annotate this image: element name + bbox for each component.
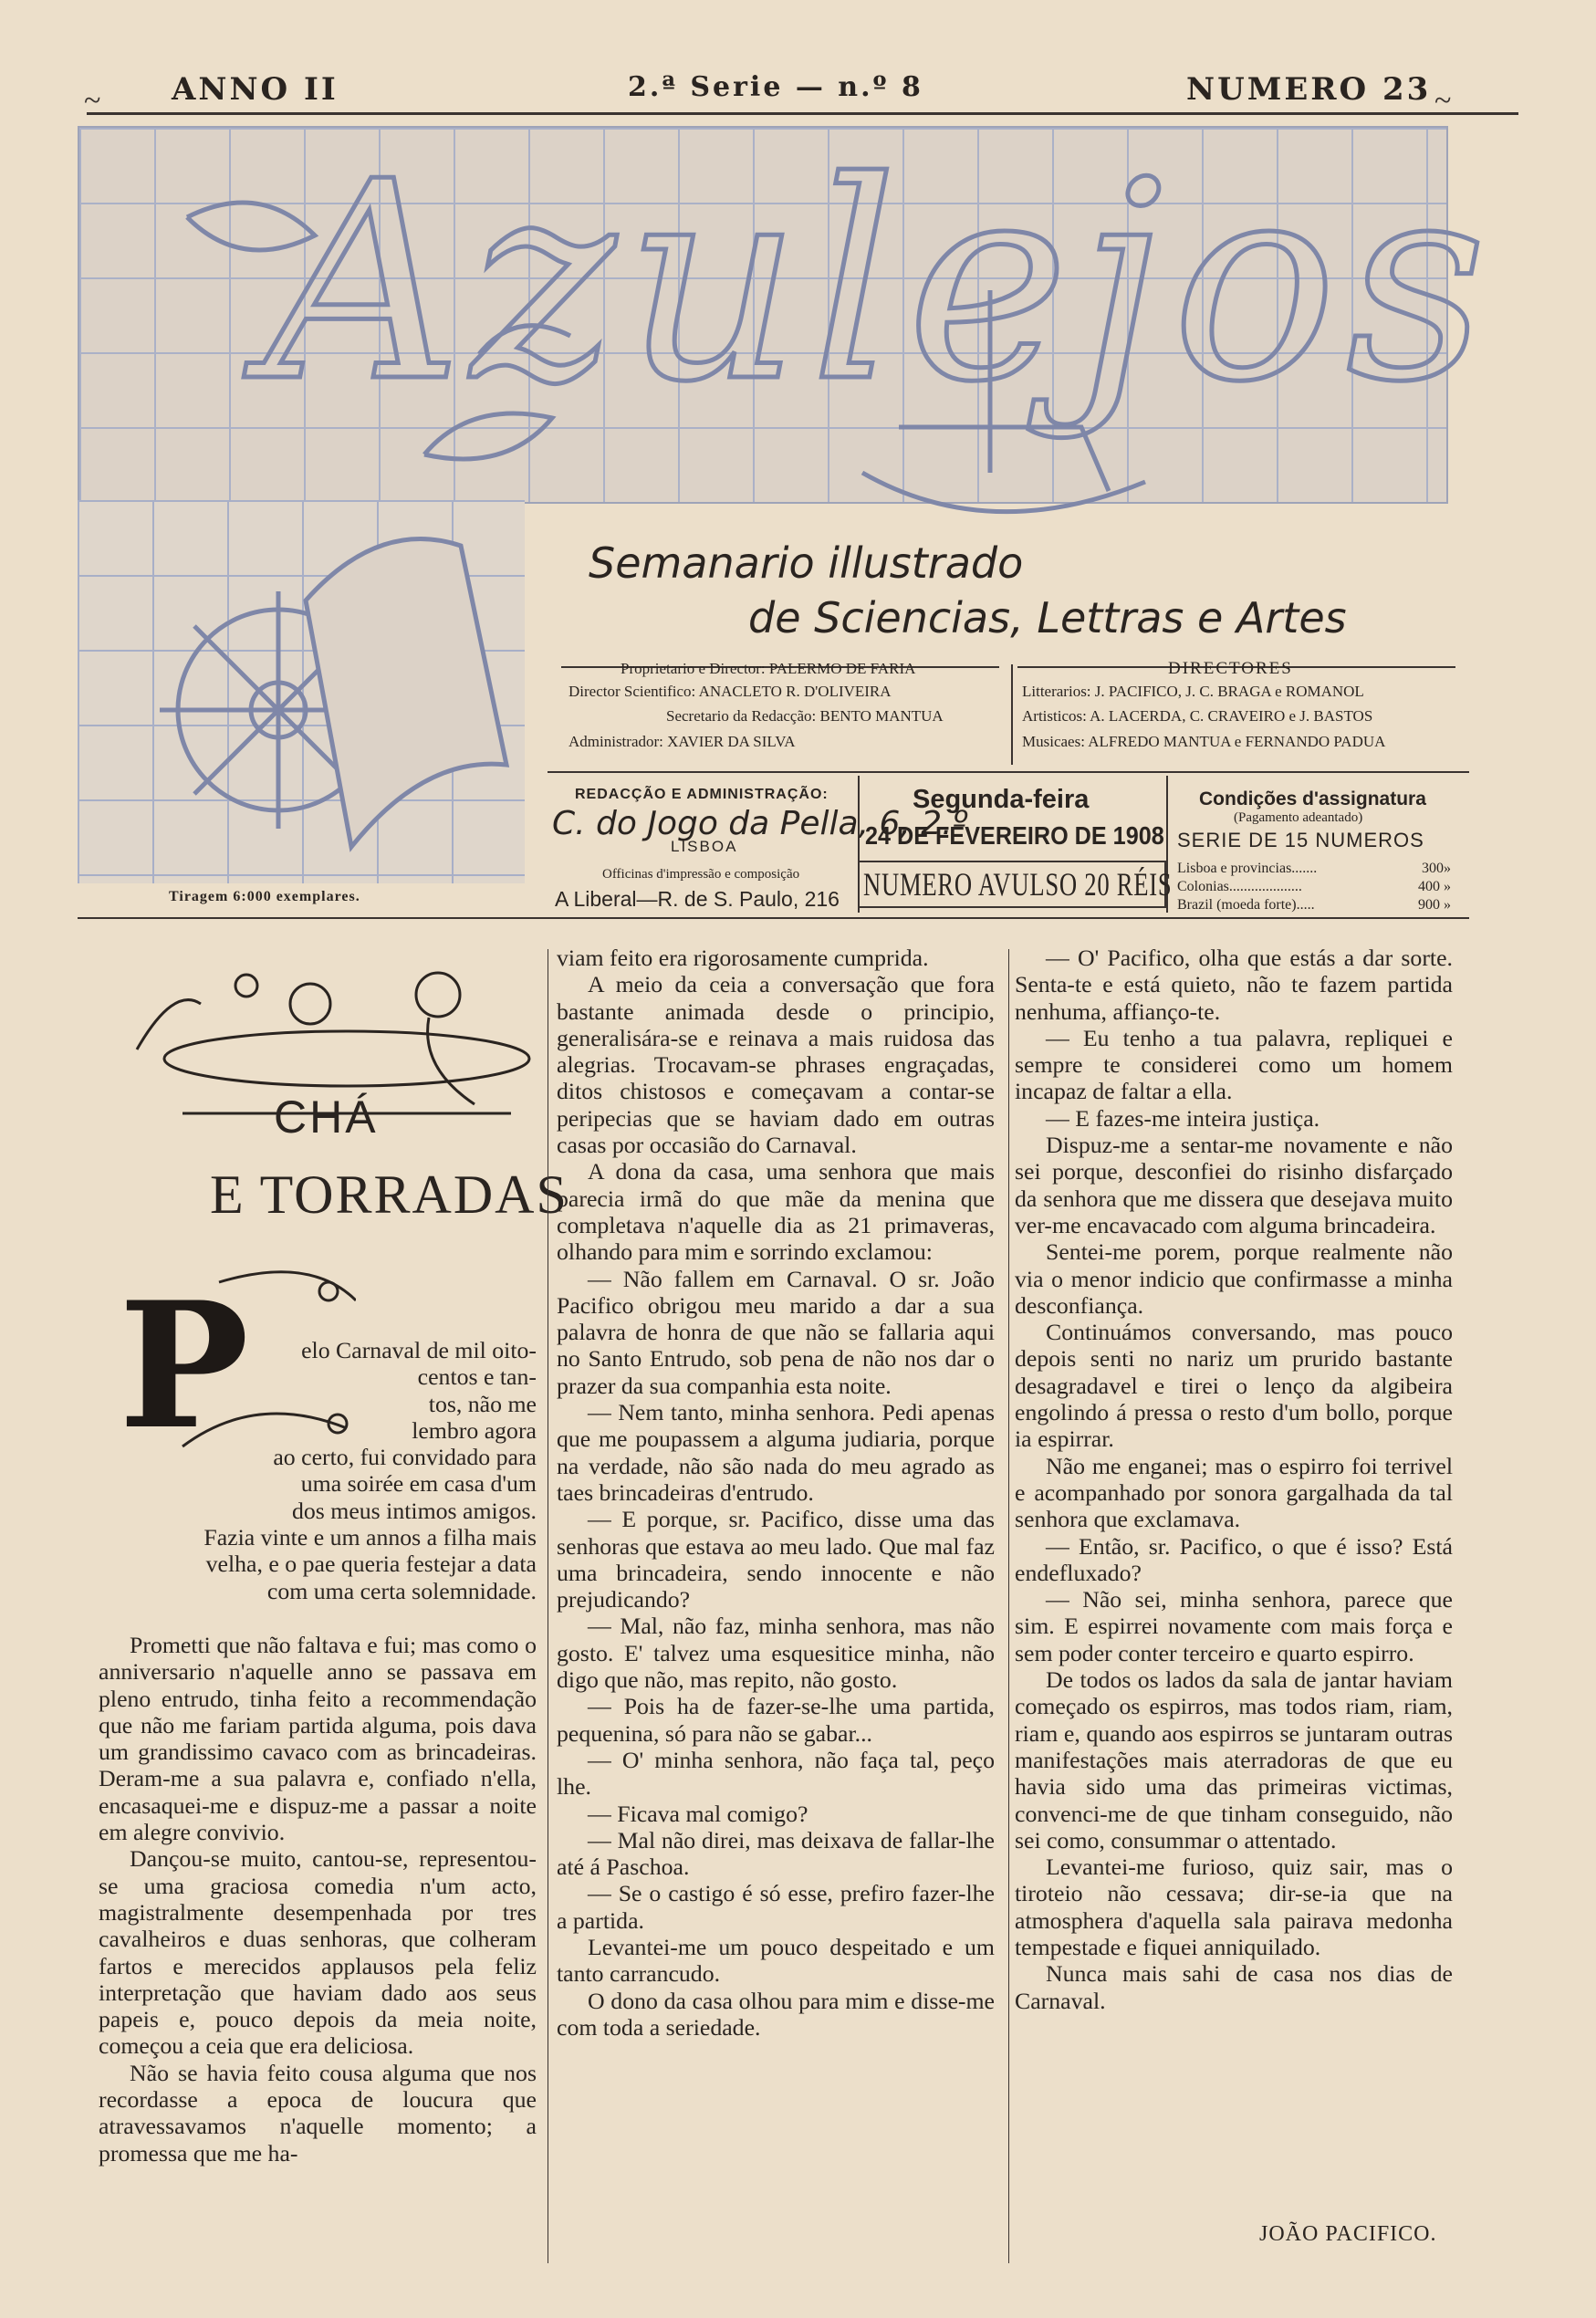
tagline-line1: Semanario illustrado bbox=[589, 538, 1024, 588]
paragraph: Dançou-se muito, cantou-se, representou-se uma graciosa comedia n'um acto, magistralmente desempenhada por tres cavalheiros e duas senhoras, que colheram fartos e merecidos applausos pela feliz interpretação que haviam dado aos seus papeis e, pouco depois da meia noite, começou a ceia que era deliciosa. bbox=[99, 1845, 537, 2060]
proprietor: Proprietario e Director: PALERMO DE FARIA bbox=[621, 660, 916, 677]
drop-cap: P bbox=[119, 1264, 249, 1467]
administrator: Administrador: XAVIER DA SILVA bbox=[569, 733, 796, 750]
article-title-line2: E TORRADAS bbox=[210, 1164, 569, 1225]
ornament-right: ~ bbox=[1434, 84, 1452, 118]
paragraph: — Então, sr. Pacifico, o que é isso? Está endefluxado? bbox=[1015, 1532, 1453, 1586]
paragraph: Levantei-me furioso, quiz sair, mas o tiroteio não cessava; dir-se-ia que na atmosphera d'aquella sala pairava medonha tempestade e fiquei anniquilado. bbox=[1015, 1853, 1453, 1960]
paragraph: Dispuz-me a sentar-me novamente e não sei porque, desconfiei do risinho disfarçado da senhora que me dissera que desejava muito ver-me encavacado com alguma brincadeira. bbox=[1015, 1132, 1453, 1238]
subscription-series: SERIE DE 15 NUMEROS bbox=[1177, 829, 1424, 851]
paragraph: A meio da ceia a conversação que fora bastante animada desde o principio, generalisára-se e reinava a mais ruidosa das alegrias. Trocavam-se phrases engraçadas, ditos chistosos e começavam a contar-se peripecias que se haviam dado em outras casas por occasião do Carnaval. bbox=[557, 971, 995, 1159]
article-column-1 bbox=[99, 1337, 537, 1604]
paragraph: elo Carnaval de mil oito- centos e tan- tos, não me lembro agora ao certo, fui convidado para uma soirée em casa d'um dos meus intimos amigos. Fazia vinte e um annos a filha mais velha, e o pae queria festejar a data com uma certa solemnidade. bbox=[203, 1337, 537, 1604]
paragraph: — Mal não direi, mas deixava de fallar-lhe até á Paschoa. bbox=[557, 1826, 995, 1881]
secretary: Secretario da Redacção: BENTO MANTUA bbox=[666, 707, 944, 725]
subscription-label: Colonias.................... bbox=[1177, 879, 1302, 894]
paragraph: Não me enganei; mas o espirro foi terrivel e acompanhado por sonora gargalhada da tal senhora que exclamava. bbox=[1015, 1452, 1453, 1533]
ornament-left: ~ bbox=[84, 84, 101, 118]
directors-title: DIRECTORES bbox=[1168, 659, 1293, 678]
paragraph: — Não fallem em Carnaval. O sr. João Pacifico obrigou meu marido a dar a sua palavra de honra de que não se fallaria aqui no Santo Entrudo, sob pena de não nos dar o prazer da sua companhia esta noite. bbox=[557, 1265, 995, 1399]
paragraph: — Mal, não faz, minha senhora, mas não gosto. E' talvez uma esquesitice minha, não digo que não, mas repito, não gosto. bbox=[557, 1613, 995, 1694]
subscription-note: (Pagamento adeantado) bbox=[1234, 810, 1363, 825]
subscription-title: Condições d'assignatura bbox=[1199, 788, 1426, 809]
paragraph: — E porque, sr. Pacifico, disse uma das senhoras que estava ao meu lado. Que mal faz uma brincadeira, sendo innocente e não prejudicando? bbox=[557, 1506, 995, 1613]
subscription-price: 400 » bbox=[1418, 879, 1451, 894]
music-directors: Musicaes: ALFREDO MANTUA e FERNANDO PADUA bbox=[1022, 733, 1386, 750]
article-title-line1: CHÁ bbox=[274, 1091, 379, 1143]
office-heading: REDACÇÃO E ADMINISTRAÇÃO: bbox=[575, 787, 829, 802]
year-label: ANNO II bbox=[172, 71, 339, 108]
paragraph: Continuámos conversando, mas pouco depois senti no nariz um prurido bastante desagradavel e tirei o lenço da algibeira engolindo á pressa o resto d'um bollo, porque ia espirrar. bbox=[1015, 1319, 1453, 1453]
article-column-1-cont bbox=[99, 1632, 537, 2167]
info-bottom-rule bbox=[78, 917, 1469, 919]
paragraph: — Não sei, minha senhora, parece que sim. E espirrei novamente com mais força e sem poder conter terceiro e quarto espirro. bbox=[1015, 1586, 1453, 1666]
masthead-title: Azulejos bbox=[265, 123, 1496, 442]
paragraph: — Se o castigo é só esse, prefiro fazer-lhe a partida. bbox=[557, 1880, 995, 1934]
issue-date: 24 DE FEVEREIRO DE 1908 bbox=[865, 821, 1164, 850]
paragraph: Não se havia feito cousa alguma que nos recordasse a epoca de loucura que atravessavamos n'aquelle momento; a promessa que me ha- bbox=[99, 2059, 537, 2167]
column-divider-2 bbox=[1008, 949, 1009, 2263]
single-issue-price: NUMERO AVULSO 20 RÉIS bbox=[863, 866, 1173, 903]
paragraph: — E fazes-me inteira justiça. bbox=[1046, 1104, 1320, 1132]
paragraph: Prometti que não faltava e fui; mas como o anniversario n'aquelle anno se passava em pleno entrudo, tinha feito a recommendação que não me fariam partida alguma, pois dava um grandissimo cavaco com as brincadeiras. Deram-me a sua palavra e, confiado n'ella, encasaquei-me e dispuz-me a passar a noite em alegre convivio. bbox=[99, 1632, 537, 1846]
staff-divider bbox=[1011, 664, 1013, 765]
paragraph: A dona da casa, uma senhora que mais parecia irmã do que mãe da menina que completava n'aquelle dia as 21 primaveras, olhando para mim e sorrindo exclamou: bbox=[557, 1158, 995, 1266]
office-address: C. do Jogo da Pella, 6, 2.º bbox=[552, 805, 968, 842]
author-signature: JOÃO PACIFICO. bbox=[1259, 2222, 1437, 2246]
subscription-row bbox=[1177, 896, 1451, 914]
paragraph: Sentei-me porem, porque realmente não via o menor indicio que confirmasse a minha desconfiança. bbox=[1015, 1238, 1453, 1319]
paragraph: — O' Pacifico, olha que estás a dar sorte. Senta-te e está quieto, não te fazem partida nenhuma, affianço-te. bbox=[1015, 945, 1453, 1025]
article-column-2 bbox=[557, 945, 995, 2041]
paragraph: De todos os lados da sala de jantar haviam começado os espirros, mas todos riam, riam, riam e, quando aos espirros se juntaram outras manifestações mais aterradoras de que eu havia sido uma das primeiras victimas, convenci-me de que tinham conseguido, não sei como, consummar o attentado. bbox=[1015, 1666, 1453, 1853]
paragraph: O dono da casa olhou para mim e disse-me com toda a seriedade. bbox=[557, 1987, 995, 2041]
paragraph: viam feito era rigorosamente cumprida. bbox=[557, 945, 929, 971]
paragraph: Nunca mais sahi de casa nos dias de Carnaval. bbox=[1015, 1960, 1453, 2014]
subscription-label: Brazil (moeda forte)..... bbox=[1177, 897, 1315, 913]
article-column-3 bbox=[1015, 945, 1453, 2014]
tagline-line2: de Sciencias, Lettras e Artes bbox=[748, 593, 1347, 642]
subscription-table bbox=[1177, 860, 1451, 914]
paragraph: — Pois ha de fazer-se-lhe uma partida, pequenina, só para não se gabar... bbox=[557, 1693, 995, 1747]
subscription-label: Lisboa e provincias....... bbox=[1177, 861, 1318, 876]
subscription-price: 900 » bbox=[1418, 897, 1451, 913]
paragraph: — Eu tenho a tua palavra, repliquei e sempre te considerei como um homem incapaz de faltar a ella. bbox=[1015, 1024, 1453, 1105]
scientific-director: Director Scientifico: ANACLETO R. D'OLIVEIRA bbox=[569, 683, 892, 700]
print-shop: Officinas d'impressão e composição bbox=[602, 867, 800, 882]
print-address: A Liberal—R. de S. Paulo, 216 bbox=[555, 887, 840, 911]
info-top-rule bbox=[548, 771, 1469, 773]
office-city: LISBOA bbox=[671, 838, 738, 855]
paragraph: — Ficava mal comigo? bbox=[588, 1800, 808, 1827]
subscription-row bbox=[1177, 860, 1451, 878]
artistic-directors: Artisticos: A. LACERDA, C. CRAVEIRO e J. BASTOS bbox=[1022, 707, 1373, 725]
paragraph: Levantei-me um pouco despeitado e um tanto carrancudo. bbox=[557, 1933, 995, 1988]
subscription-price: 300» bbox=[1422, 861, 1451, 876]
paragraph: — Nem tanto, minha senhora. Pedi apenas que me poupassem a alguma judiaria, porque na verdade, não são nada do meu agrado as taes brincadeiras d'entrudo. bbox=[557, 1399, 995, 1506]
series-label: 2.ª Serie — n.º 8 bbox=[628, 71, 923, 103]
paragraph: — O' minha senhora, não faça tal, peço lhe. bbox=[557, 1746, 995, 1801]
weekday: Segunda-feira bbox=[913, 785, 1090, 814]
print-run: Tiragem 6:000 exemplares. bbox=[169, 889, 360, 904]
literary-directors: Litterarios: J. PACIFICO, J. C. BRAGA e ROMANOL bbox=[1022, 683, 1364, 700]
header-rule bbox=[87, 112, 1518, 115]
issue-number: NUMERO 23 bbox=[1186, 71, 1432, 108]
subscription-row bbox=[1177, 878, 1451, 896]
